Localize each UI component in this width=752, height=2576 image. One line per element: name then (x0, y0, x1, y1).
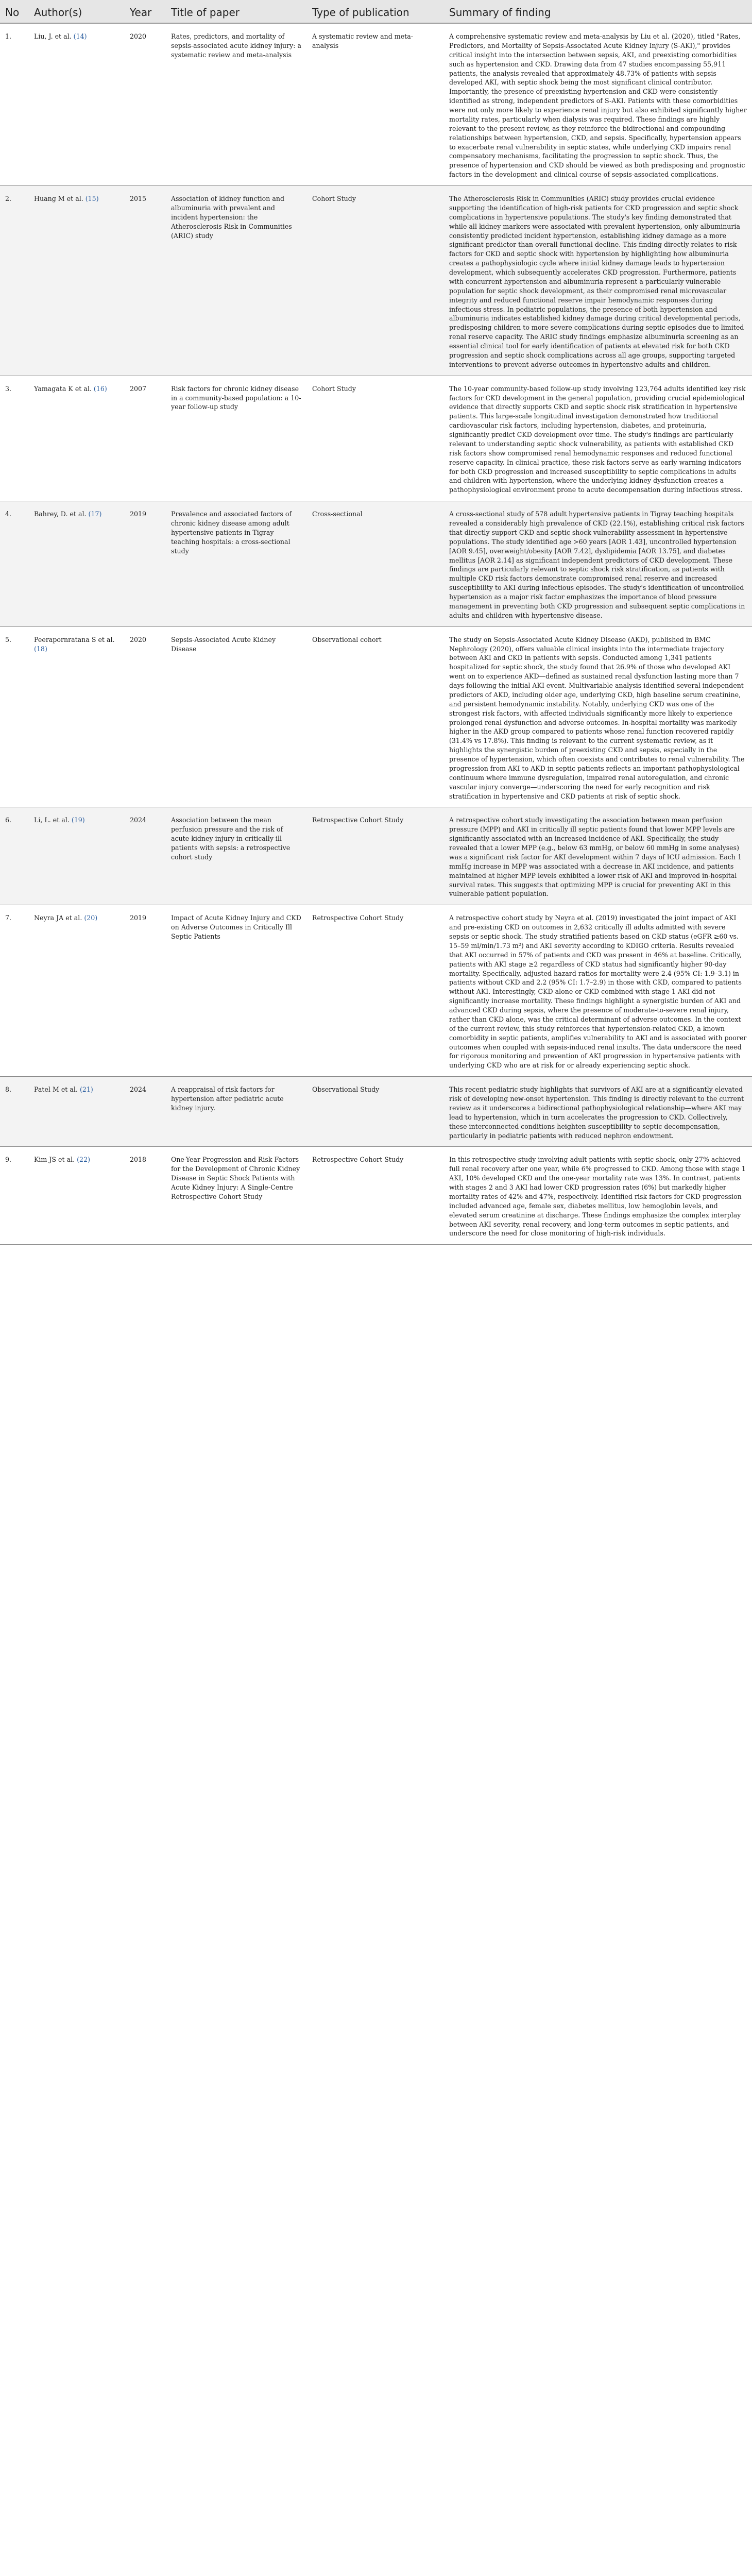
cell-summary: The Atherosclerosis Risk in Communities (ARIC) study provides crucial evidence supporting the identification of high-risk patients for CKD progression and septic shock complications in hypertensive populations. The study's key finding demonstrated that while all kidney markers were associated with prevalent hypertension, only albuminuria consistently predicted incident hypertension, establishing kidney damage as a more significant predictor than overall functional decline. This finding directly relates to risk factors for CKD and septic shock with hypertension by highlighting how albuminuria creates a pathophysiologic cycle where initial kidney damage leads to hypertension development, which subsequently accelerates CKD progression. Furthermore, patients with concurrent hypertension and albuminuria represent a particularly vulnerable population for septic shock development, as their compromised renal microvascular integrity and reduced functional reserve impair hemodynamic responses during infectious stress. In pediatric populations, the presence of both hypertension and albuminuria indicates established kidney damage during critical developmental periods, predisposing children to more severe complications during septic episodes due to limited renal reserve capacity. The ARIC study findings emphasize albuminuria screening as an essential clinical tool for early identification of patients at elevated risk for both CKD progression and septic shock complications across all age groups, supporting targeted interventions to prevent adverse outcomes in hypertensive adults and children. (444, 186, 752, 376)
author-name: Patel M et al. (34, 1086, 78, 1094)
cell-summary: A cross-sectional study of 578 adult hypertensive patients in Tigray teaching hospitals revealed a considerably high prevalence of CKD (22.1%), establishing critical risk factors that directly support CKD and septic shock vulnerability assessment in hypertensive populations. The study identified age >60 years [AOR 1.43], uncontrolled hypertension [AOR 9.45], overweight/obesity [AOR 7.42], dyslipidemia [AOR 13.75], and diabetes mellitus [AOR 2.14] as significant independent predictors of CKD development. These findings are particularly relevant to septic shock risk stratification, as patients with multiple CKD risk factors demonstrate compromised renal reserve and increased susceptibility to AKI during infectious episodes. The study's identification of uncontrolled hypertension as a major risk factor emphasizes the importance of blood pressure management in preventing both CKD progression and subsequent septic complications in adults and children with hypertensive disease. (444, 501, 752, 627)
table-row (0, 807, 752, 905)
cell-year: 2015 (125, 186, 166, 376)
cell-year: 2019 (125, 501, 166, 627)
author-name: Kim JS et al. (34, 1156, 75, 1164)
table-row (0, 376, 752, 501)
table-row (0, 626, 752, 807)
cell-author (29, 23, 125, 186)
cell-no: 9. (0, 1147, 29, 1245)
cell-type: Retrospective Cohort Study (307, 905, 444, 1077)
author-name: Liu, J. et al. (34, 32, 72, 40)
cell-summary: A retrospective cohort study investigating the association between mean perfusion pressure (MPP) and AKI in critically ill septic patients found that lower MPP levels are significantly associated with an increased incidence of AKI. Specifically, the study revealed that a lower MPP (e.g., below 63 mmHg, or below 60 mmHg in some analyses) was a significant risk factor for AKI development within 7 days of ICU admission. Each 1 mmHg increase in MPP was associated with a decrease in AKI incidence, and patients maintained at higher MPP levels exhibited a lower risk of AKI and improved in-hospital survival rates. This suggests that optimizing MPP is crucial for preventing AKI in this vulnerable patient population. (444, 807, 752, 905)
reference-link[interactable]: (22) (77, 1156, 90, 1164)
cell-year: 2020 (125, 626, 166, 807)
author-name: Bahrey, D. et al. (34, 510, 87, 518)
cell-type: Cross-sectional (307, 501, 444, 627)
reference-link[interactable]: (14) (73, 32, 87, 40)
cell-title: Rates, predictors, and mortality of sepsis-associated acute kidney injury: a systematic review and meta-analysis (166, 23, 307, 186)
cell-title: Impact of Acute Kidney Injury and CKD on Adverse Outcomes in Critically Ill Septic Patients (166, 905, 307, 1077)
cell-author (29, 1147, 125, 1245)
cell-author (29, 626, 125, 807)
header-authors: Author(s) (29, 0, 125, 23)
cell-summary: A comprehensive systematic review and meta-analysis by Liu et al. (2020), titled "Rates, Predictors, and Mortality of Sepsis-Associated Acute Kidney Injury (S-AKI)," provides critical insight into the intersection between sepsis, AKI, and preexisting comorbidities such as hypertension and CKD. Drawing data from 47 studies encompassing 55,911 patients, the analysis revealed that approximately 48.73% of patients with sepsis developed AKI, with septic shock being the most significant clinical contributor. Importantly, the presence of preexisting hypertension and CKD were consistently identified as strong, independent predictors of S-AKI. Patients with these comorbidities were not only more likely to experience renal injury but also exhibited significantly higher mortality rates, particularly when dialysis was required. These findings are highly relevant to the present review, as they reinforce the bidirectional and compounding relationships between hypertension, CKD, and sepsis. Specifically, hypertension appears to exacerbate renal vulnerability in septic states, while underlying CKD impairs renal compensatory mechanisms, facilitating the progression to septic shock. Thus, the presence of hypertension and CKD should be viewed as both predisposing and prognostic factors in the development and clinical course of sepsis-associated complications. (444, 23, 752, 186)
cell-year: 2020 (125, 23, 166, 186)
cell-no: 4. (0, 501, 29, 627)
cell-title: Association of kidney function and albuminuria with prevalent and incident hypertension: the Atherosclerosis Risk in Communities (ARIC) study (166, 186, 307, 376)
cell-summary: In this retrospective study involving adult patients with septic shock, only 27% achieved full renal recovery after one year, while 6% progressed to CKD. Among those with stage 1 AKI, 10% developed CKD and the one-year mortality rate was 13%. In contrast, patients with stages 2 and 3 AKI had lower CKD progression rates (6%) but markedly higher mortality rates of 42% and 47%, respectively. Identified risk factors for CKD progression included advanced age, female sex, diabetes mellitus, low hemoglobin levels, and elevated serum creatinine at discharge. These findings emphasize the complex interplay between AKI severity, renal recovery, and long-term outcomes in septic patients, and underscore the need for close monitoring of high-risk individuals. (444, 1147, 752, 1245)
cell-title: Sepsis-Associated Acute Kidney Disease (166, 626, 307, 807)
reference-link[interactable]: (15) (85, 195, 99, 202)
author-name: Yamagata K et al. (34, 384, 92, 393)
table-header (0, 0, 752, 23)
cell-title: Risk factors for chronic kidney disease in a community-based population: a 10-year follow-up study (166, 376, 307, 501)
cell-year: 2024 (125, 807, 166, 905)
cell-no: 1. (0, 23, 29, 186)
cell-author (29, 905, 125, 1077)
header-type: Type of publication (307, 0, 444, 23)
cell-type: A systematic review and meta-analysis (307, 23, 444, 186)
author-name: Peerapornratana S et al. (34, 635, 115, 643)
table-body (0, 23, 752, 1245)
cell-author (29, 501, 125, 627)
reference-link[interactable]: (19) (71, 816, 85, 824)
cell-no: 5. (0, 626, 29, 807)
header-year: Year (125, 0, 166, 23)
table-row (0, 1147, 752, 1245)
header-no: No (0, 0, 29, 23)
cell-title: Association between the mean perfusion pressure and the risk of acute kidney injury in critically ill patients with sepsis: a retrospective cohort study (166, 807, 307, 905)
reference-link[interactable]: (16) (93, 384, 107, 393)
cell-author (29, 376, 125, 501)
header-summary: Summary of finding (444, 0, 752, 23)
header-row (0, 0, 752, 23)
cell-author (29, 186, 125, 376)
cell-summary: This recent pediatric study highlights that survivors of AKI are at a significantly elevated risk of developing new-onset hypertension. This finding is directly relevant to the current review as it underscores a bidirectional pathophysiological relationship—where AKI may lead to hypertension, which in turn accelerates the progression to CKD. Collectively, these interconnected conditions heighten susceptibility to septic decompensation, particularly in pediatric patients with reduced nephron endowment. (444, 1077, 752, 1147)
table-row (0, 501, 752, 627)
cell-title: A reappraisal of risk factors for hypertension after pediatric acute kidney injury. (166, 1077, 307, 1147)
cell-type: Retrospective Cohort Study (307, 1147, 444, 1245)
cell-summary: A retrospective cohort study by Neyra et al. (2019) investigated the joint impact of AKI and pre-existing CKD on outcomes in 2,632 critically ill adults admitted with severe sepsis or septic shock. The study stratified patients based on CKD status (eGFR ≥60 vs. 15–59 ml/min/1.73 m²) and AKI severity according to KDIGO criteria. Results revealed that AKI occurred in 57% of patients and CKD was present in 46% at baseline. Critically, patients with AKI stage ≥2 regardless of CKD status had significantly higher 90-day mortality. Specifically, adjusted hazard ratios for mortality were 2.4 (95% CI: 1.9–3.1) in patients without CKD and 2.2 (95% CI: 1.7–2.9) in those with CKD, compared to patients without AKI. Interestingly, CKD alone or CKD combined with stage 1 AKI did not significantly increase mortality. These findings highlight a synergistic burden of AKI and advanced CKD during sepsis, where the presence of moderate-to-severe renal injury, rather than CKD alone, was the critical determinant of adverse outcomes. In the context of the current review, this study reinforces that hypertension-related CKD, a known comorbidity in septic patients, amplifies vulnerability to AKI and is associated with poorer outcomes when coupled with sepsis-induced renal insults. The data underscore the need for rigorous monitoring and prevention of AKI progression in hypertensive patients with underlying CKD who are at risk for or already experiencing septic shock. (444, 905, 752, 1077)
cell-title: Prevalence and associated factors of chronic kidney disease among adult hypertensive patients in Tigray teaching hospitals: a cross-sectional study (166, 501, 307, 627)
cell-type: Observational cohort (307, 626, 444, 807)
reference-link[interactable]: (21) (79, 1086, 93, 1094)
cell-summary: The 10-year community-based follow-up study involving 123,764 adults identified key risk factors for CKD development in the general population, providing crucial epidemiological evidence that directly supports CKD and septic shock risk stratification in hypertensive patients. This large-scale longitudinal investigation demonstrated how traditional cardiovascular risk factors, including hypertension, diabetes, and proteinuria, significantly predict CKD development over time. The study's findings are particularly relevant to understanding septic shock vulnerability, as patients with established CKD risk factors show compromised renal hemodynamic responses and reduced functional reserve capacity. In clinical practice, these risk factors serve as early warning indicators for both CKD progression and increased susceptibility to septic complications in adults and children with hypertension, where the underlying kidney dysfunction creates a pathophysiological environment prone to acute decompensation during infectious stress. (444, 376, 752, 501)
header-title: Title of paper (166, 0, 307, 23)
cell-author (29, 807, 125, 905)
cell-type: Cohort Study (307, 186, 444, 376)
cell-type: Retrospective Cohort Study (307, 807, 444, 905)
cell-type: Observational Study (307, 1077, 444, 1147)
cell-no: 8. (0, 1077, 29, 1147)
cell-summary: The study on Sepsis-Associated Acute Kidney Disease (AKD), published in BMC Nephrology (2020), offers valuable clinical insights into the intermediate trajectory between AKI and CKD in patients with sepsis. Conducted among 1,341 patients hospitalized for septic shock, the study found that 26.9% of those who developed AKI went on to experience AKD—defined as sustained renal dysfunction lasting more than 7 days following the initial AKI event. Multivariable analysis identified several independent predictors of AKD, including older age, underlying CKD, high baseline serum creatinine, and persistent hemodynamic instability. Notably, underlying CKD was one of the strongest risk factors, with affected individuals significantly more likely to experience prolonged renal dysfunction and adverse outcomes. In-hospital mortality was markedly higher in the AKD group compared to patients whose renal function recovered rapidly (31.4% vs 17.8%). This finding is relevant to the current systematic review, as it highlights the synergistic burden of preexisting CKD and sepsis, especially in the presence of hypertension, which often coexists and contributes to renal vulnerability. The progression from AKI to AKD in septic patients reflects an important pathophysiological continuum where immune dysregulation, impaired renal autoregulation, and chronic vascular injury converge—underscoring the need for early recognition and risk stratification in hypertensive and CKD patients at risk of septic shock. (444, 626, 752, 807)
cell-year: 2018 (125, 1147, 166, 1245)
cell-author (29, 1077, 125, 1147)
author-name: Li, L. et al. (34, 816, 70, 824)
cell-type: Cohort Study (307, 376, 444, 501)
table-row (0, 905, 752, 1077)
cell-no: 7. (0, 905, 29, 1077)
literature-table (0, 0, 752, 1245)
reference-link[interactable]: (17) (88, 510, 102, 518)
cell-year: 2019 (125, 905, 166, 1077)
table-row (0, 1077, 752, 1147)
cell-no: 6. (0, 807, 29, 905)
reference-link[interactable]: (20) (84, 914, 98, 922)
author-name: Neyra JA et al. (34, 914, 82, 922)
cell-no: 3. (0, 376, 29, 501)
cell-title: One-Year Progression and Risk Factors for the Development of Chronic Kidney Disease in Septic Shock Patients with Acute Kidney Injury: A Single-Centre Retrospective Cohort Study (166, 1147, 307, 1245)
reference-link[interactable]: (18) (34, 645, 47, 653)
cell-no: 2. (0, 186, 29, 376)
table-row (0, 186, 752, 376)
table-row (0, 23, 752, 186)
cell-year: 2007 (125, 376, 166, 501)
cell-year: 2024 (125, 1077, 166, 1147)
author-name: Huang M et al. (34, 195, 83, 202)
